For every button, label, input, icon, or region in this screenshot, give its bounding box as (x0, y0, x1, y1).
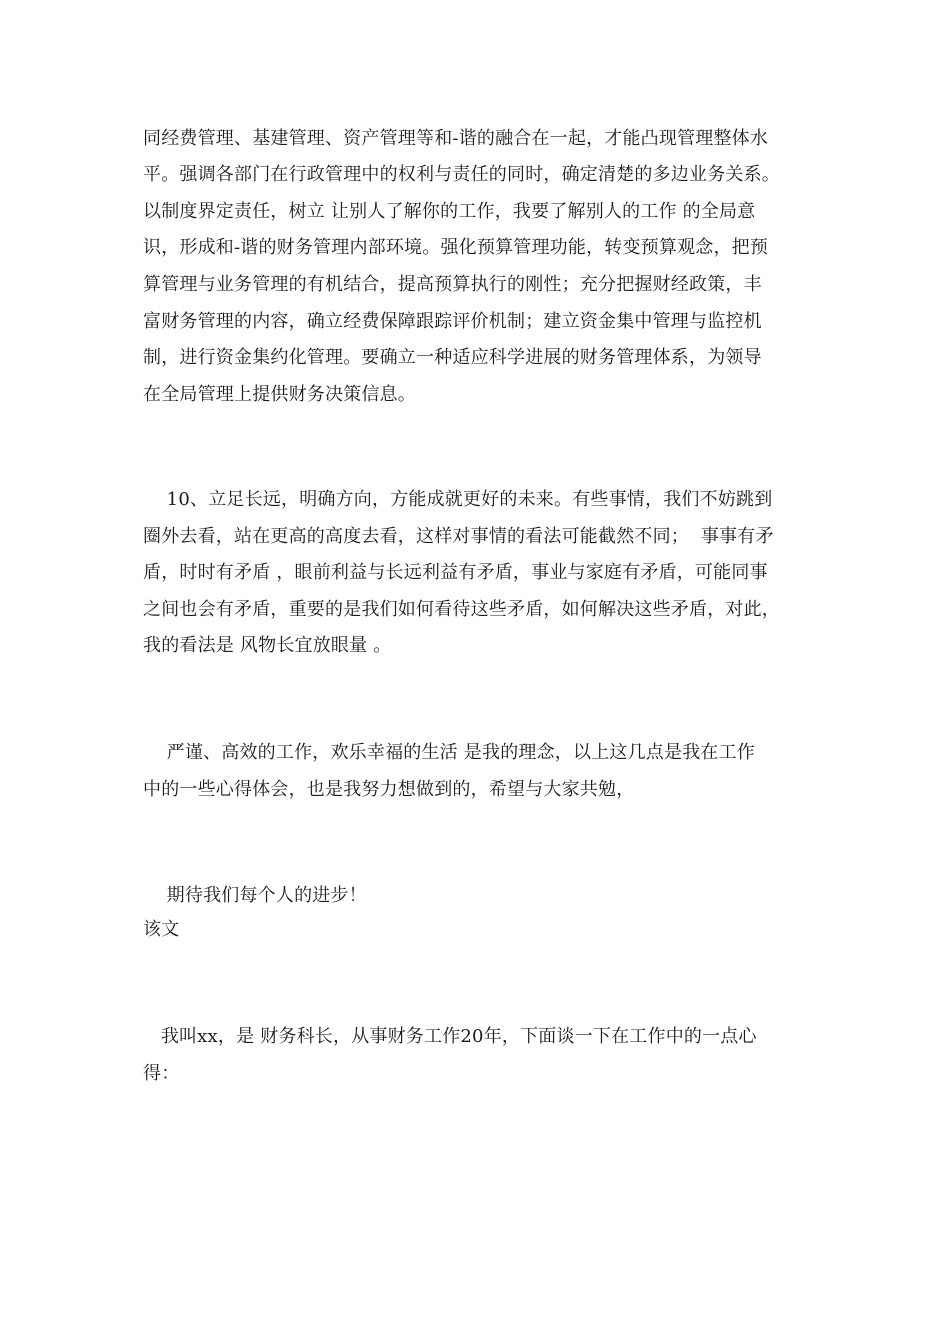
paragraph-3-line-2: 中的一些心得体会，也是我努力想做到的，希望与大家共勉， (143, 779, 635, 800)
paragraph-1-line-6: 富财务管理的内容，确立经费保障跟踪评价机制；建立资金集中管理与监控机 (143, 311, 762, 332)
paragraph-1-line-5: 算管理与业务管理的有机结合，提高预算执行的刚性；充分把握财经政策，丰 (143, 274, 762, 295)
paragraph-1-line-2: 平。强调各部门在行政管理中的权利与责任的同时，确定清楚的多边业务关系。 (143, 164, 780, 185)
paragraph-2-line-4: 之间也会有矛盾，重要的是我们如何看待这些矛盾，如何解决这些矛盾，对此， (143, 599, 780, 620)
paragraph-5-line-2: 得： (143, 1063, 180, 1084)
paragraph-1-line-7: 制，进行资金集约化管理。要确立一种适应科学进展的财务管理体系，为领导 (143, 347, 762, 368)
paragraph-1-line-8: 在全局管理上提供财务决策信息。 (143, 384, 416, 405)
paragraph-4-line-2: 该文 (143, 919, 180, 940)
paragraph-1-line-3: 以制度界定责任，树立 让别人了解你的工作，我要了解别人的工作 的全局意 (143, 201, 756, 222)
paragraph-4-line-1: 期待我们每个人的进步！ (143, 885, 367, 906)
paragraph-3-line-1: 严谨、高效的工作，欢乐幸福的生活 是我的理念，以上这几点是我在工作 (143, 742, 756, 763)
paragraph-1-line-1: 同经费管理、基建管理、资产管理等和-谐的融合在一起，才能凸现管理整体水 (143, 128, 769, 149)
paragraph-1-line-4: 识，形成和-谐的财务管理内部环境。强化预算管理功能，转变预算观念，把预 (143, 237, 769, 258)
paragraph-2-line-1: 10、立足长远，明确方向，方能成就更好的未来。有些事情，我们不妨跳到 (143, 489, 773, 510)
paragraph-2-line-2: 圈外去看，站在更高的高度去看，这样对事情的看法可能截然不同； 事事有矛 (143, 526, 774, 547)
paragraph-2-line-5: 我的看法是 风物长宜放眼量 。 (143, 635, 392, 656)
paragraph-5-line-1: 我叫xx，是 财务科长，从事财务工作20年，下面谈一下在工作中的一点心 (143, 1026, 757, 1047)
paragraph-2-line-3: 盾，时时有矛盾 ，眼前利益与长远利益有矛盾，事业与家庭有矛盾，可能同事 (143, 562, 768, 583)
